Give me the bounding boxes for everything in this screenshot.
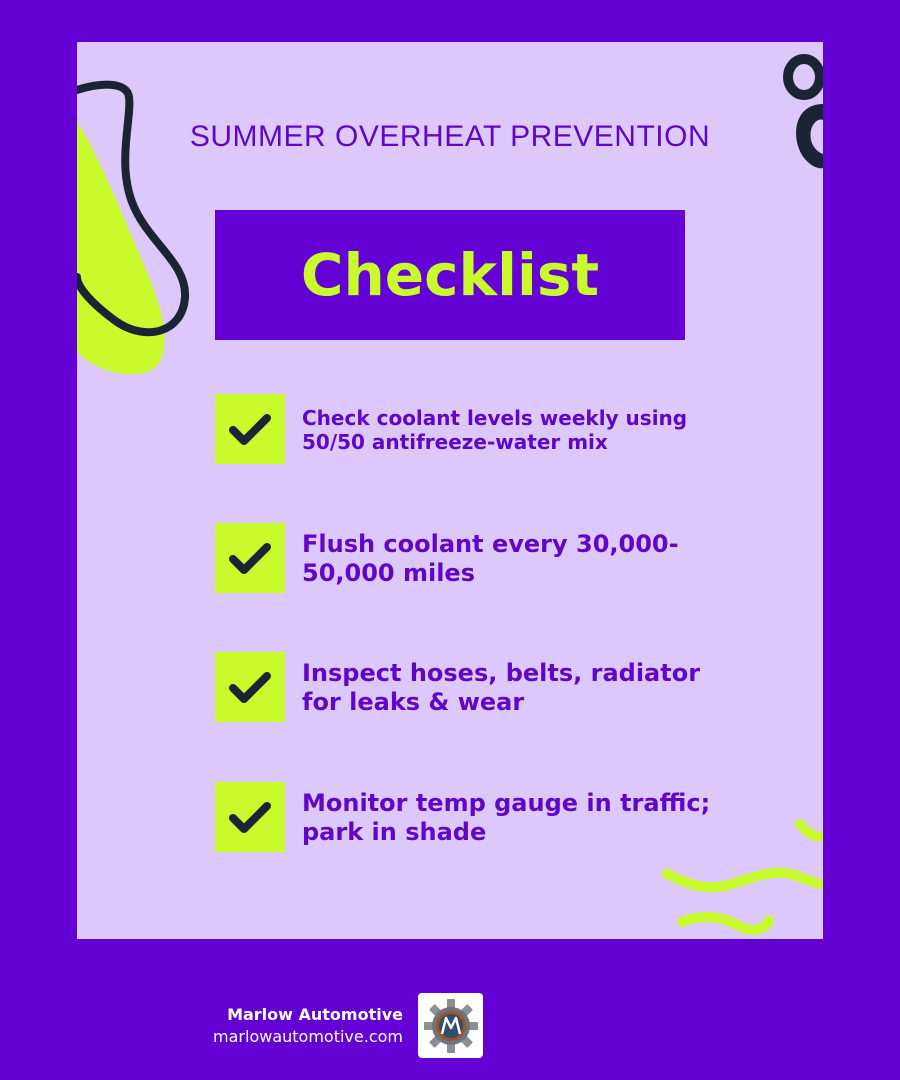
dark-ring-top-right xyxy=(788,59,820,95)
lime-blob-top-left xyxy=(77,122,165,374)
checklist-item xyxy=(215,782,715,854)
checkmark-icon xyxy=(215,394,285,464)
lime-wave-2 xyxy=(682,917,769,930)
checklist-item-text: Monitor temp gauge in traffic; park in shade xyxy=(302,789,711,846)
checklist-item xyxy=(215,523,715,595)
checklist-item xyxy=(215,394,715,466)
checkmark-icon xyxy=(215,523,285,593)
gear-logo-icon xyxy=(418,993,483,1058)
page-title: Checklist xyxy=(300,241,600,309)
page-subtitle: SUMMER OVERHEAT PREVENTION xyxy=(189,120,711,153)
checkmark-icon xyxy=(215,782,285,852)
lime-wave-edge xyxy=(800,824,823,837)
brand-name: Marlow Automotive xyxy=(227,1005,403,1024)
checklist-item-text: Inspect hoses, belts, radiator for leaks & wear xyxy=(302,659,701,716)
checklist-item-text: Check coolant levels weekly using 50/50 antifreeze-water mix xyxy=(302,406,688,454)
checkmark-icon xyxy=(215,652,285,722)
checklist-item-text: Flush coolant every 30,000-50,000 miles xyxy=(302,530,679,587)
checklist-card xyxy=(77,42,823,939)
brand-url[interactable]: marlowautomotive.com xyxy=(213,1027,403,1046)
footer xyxy=(0,993,900,1057)
lime-wave-1 xyxy=(667,873,823,888)
title-banner xyxy=(215,210,685,340)
checklist-item xyxy=(215,652,715,724)
